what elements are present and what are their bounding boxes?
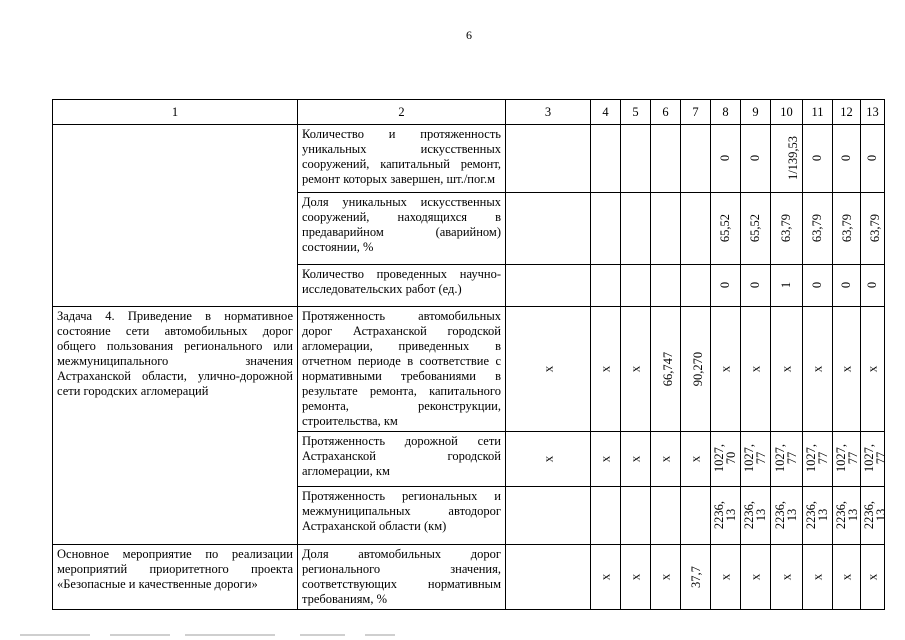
column-header: 12 <box>833 100 861 125</box>
value-cell <box>506 307 591 432</box>
value-cell <box>803 265 833 307</box>
value-text: x <box>838 365 854 372</box>
value-cell <box>741 487 771 545</box>
value-cell <box>803 125 833 193</box>
value-cell <box>621 545 651 610</box>
value-text: 1027, 77 <box>804 443 831 473</box>
value-text: x <box>838 573 854 580</box>
column-header: 10 <box>771 100 803 125</box>
value-cell <box>771 193 803 265</box>
value-cell <box>741 545 771 610</box>
value-text: x <box>747 573 763 580</box>
value-text: x <box>717 573 733 580</box>
value-text: x <box>747 365 763 372</box>
column-header: 11 <box>803 100 833 125</box>
value-cell <box>861 307 885 432</box>
scan-artifact-line <box>365 634 395 636</box>
value-text: x <box>717 365 733 372</box>
table-row <box>53 545 885 610</box>
value-text: 63,79 <box>779 213 794 243</box>
table-row <box>53 307 885 432</box>
value-text: 63,79 <box>840 213 855 243</box>
value-text: 1 <box>779 281 794 289</box>
value-text: x <box>597 365 613 372</box>
value-text: x <box>809 365 825 372</box>
value-text: 1027, 77 <box>742 443 769 473</box>
table-row <box>53 125 885 193</box>
value-text: 1027, 77 <box>862 443 889 473</box>
value-cell <box>621 125 651 193</box>
value-cell <box>591 545 621 610</box>
value-cell <box>681 545 711 610</box>
value-cell <box>711 432 741 487</box>
value-text: 1027, 77 <box>773 443 800 473</box>
indicator-cell: Доля уникальных искусственных сооружений, находящихся в предаварийном (аварийном) состоянии, % <box>298 193 506 265</box>
value-text: 2236, 13 <box>742 500 769 529</box>
value-text: x <box>778 365 794 372</box>
value-cell <box>861 125 885 193</box>
value-cell <box>861 545 885 610</box>
column-header: 1 <box>53 100 298 125</box>
value-cell <box>741 193 771 265</box>
value-cell <box>506 193 591 265</box>
column-header: 6 <box>651 100 681 125</box>
value-cell <box>861 487 889 545</box>
value-cell <box>591 193 621 265</box>
value-text: x <box>864 365 880 372</box>
column-header: 9 <box>741 100 771 125</box>
column-header: 5 <box>621 100 651 125</box>
value-text: x <box>687 455 703 462</box>
value-cell <box>591 265 621 307</box>
value-text: 2236, 13 <box>804 500 831 529</box>
value-cell <box>771 545 803 610</box>
value-cell <box>803 307 833 432</box>
scan-artifact-line <box>110 634 170 636</box>
value-text: x <box>864 573 880 580</box>
value-cell <box>506 487 591 545</box>
value-text: x <box>778 573 794 580</box>
value-cell <box>711 193 741 265</box>
value-cell <box>833 432 861 487</box>
column-header: 3 <box>506 100 591 125</box>
indicator-cell: Протяженность автомобильных дорог Астраханской городской агломерации, приведенных в отчетном периоде в соответствие с нормативными требованиями в результате ремонта, капитального ремонта, реконструкции, строительства, км <box>298 307 506 432</box>
value-cell <box>621 307 651 432</box>
value-text: 65,52 <box>718 213 733 243</box>
value-text: x <box>657 455 673 462</box>
value-text: x <box>597 455 613 462</box>
value-text: 0 <box>865 154 880 162</box>
indicator-cell: Протяженность дорожной сети Астраханской городской агломерации, км <box>298 432 506 487</box>
value-text: x <box>627 573 643 580</box>
value-cell <box>803 545 833 610</box>
value-text: 90,270 <box>691 351 706 386</box>
value-cell <box>591 125 621 193</box>
value-text: 0 <box>810 281 825 289</box>
value-text: 0 <box>748 281 763 289</box>
value-text: 2236, 13 <box>773 500 800 529</box>
indicator-cell: Количество и протяженность уникальных искусственных сооружений, капитальный ремонт, ремонт которых завершен, шт./пог.м <box>298 125 506 193</box>
value-cell <box>803 193 833 265</box>
value-cell <box>741 432 771 487</box>
value-cell <box>506 545 591 610</box>
scan-artifact-line <box>185 634 275 636</box>
column-header: 8 <box>711 100 741 125</box>
value-cell <box>621 265 651 307</box>
column-header: 2 <box>298 100 506 125</box>
value-cell <box>591 487 621 545</box>
value-cell <box>741 265 771 307</box>
value-cell <box>651 545 681 610</box>
value-cell <box>506 265 591 307</box>
value-cell <box>771 307 803 432</box>
value-cell <box>651 432 681 487</box>
value-cell <box>651 307 681 432</box>
header-row <box>53 100 885 125</box>
value-text: 2236, 13 <box>712 500 739 529</box>
indicator-cell: Доля автомобильных дорог регионального значения, соответствующих нормативным требованиям, % <box>298 545 506 610</box>
value-text: 63,79 <box>810 213 825 243</box>
value-cell <box>621 487 651 545</box>
value-text: 0 <box>865 281 880 289</box>
column-header: 13 <box>861 100 885 125</box>
value-text: 1/139,53 <box>786 135 801 181</box>
value-cell <box>861 193 885 265</box>
value-text: x <box>597 573 613 580</box>
indicator-table <box>52 99 889 610</box>
value-text: 66,747 <box>661 351 676 386</box>
value-cell <box>771 125 803 193</box>
value-cell <box>621 193 651 265</box>
value-text: x <box>540 365 555 372</box>
value-text: 2236, 13 <box>862 500 889 529</box>
indicator-cell: Протяженность региональных и межмуниципальных автодорог Астраханской области (км) <box>298 487 506 545</box>
value-cell <box>711 125 741 193</box>
value-text: 2236, 13 <box>834 500 861 529</box>
value-text: x <box>627 455 643 462</box>
value-cell <box>771 487 803 545</box>
value-cell <box>506 125 591 193</box>
value-cell <box>681 307 711 432</box>
value-cell <box>833 265 861 307</box>
value-cell <box>803 432 833 487</box>
value-cell <box>711 307 741 432</box>
page-number: 6 <box>466 28 472 42</box>
value-text: x <box>540 455 555 462</box>
value-cell <box>833 487 861 545</box>
value-cell <box>711 265 741 307</box>
value-text: x <box>627 365 643 372</box>
value-cell <box>651 487 681 545</box>
value-cell <box>621 432 651 487</box>
value-text: 0 <box>810 154 825 162</box>
value-cell <box>681 487 711 545</box>
value-cell <box>771 432 803 487</box>
value-cell <box>833 125 861 193</box>
value-text: x <box>809 573 825 580</box>
value-cell <box>651 125 681 193</box>
value-text: 0 <box>839 154 854 162</box>
column-header: 4 <box>591 100 621 125</box>
value-cell <box>803 487 833 545</box>
value-cell <box>681 432 711 487</box>
value-cell <box>506 432 591 487</box>
value-cell <box>861 265 885 307</box>
value-text: 1027, 70 <box>712 443 739 473</box>
value-cell <box>591 307 621 432</box>
column-header: 7 <box>681 100 711 125</box>
task-cell <box>53 125 298 307</box>
value-cell <box>651 193 681 265</box>
value-cell <box>651 265 681 307</box>
value-cell <box>833 307 861 432</box>
task-cell: Основное мероприятие по реализации мероприятий приоритетного проекта «Безопасные и качественные дороги» <box>53 545 298 610</box>
value-text: 1027, 77 <box>834 443 861 473</box>
value-cell <box>771 265 803 307</box>
value-text: 0 <box>718 154 733 162</box>
value-text: 0 <box>718 281 733 289</box>
value-cell <box>681 265 711 307</box>
value-text: 63,79 <box>868 213 883 243</box>
value-cell <box>861 432 889 487</box>
scan-artifact-line <box>20 634 90 636</box>
scan-artifact-line <box>300 634 345 636</box>
value-cell <box>591 432 621 487</box>
value-cell <box>741 125 771 193</box>
value-text: 65,52 <box>748 213 763 243</box>
value-cell <box>681 193 711 265</box>
value-cell <box>833 193 861 265</box>
value-text: 0 <box>839 281 854 289</box>
value-text: x <box>657 573 673 580</box>
value-cell <box>681 125 711 193</box>
task-cell: Задача 4. Приведение в нормативное состояние сети автомобильных дорог общего пользования регионального или межмуниципального значения Астраханской области, улично-дорожной сети городских агломераций <box>53 307 298 545</box>
value-cell <box>711 487 741 545</box>
value-cell <box>833 545 861 610</box>
value-cell <box>711 545 741 610</box>
value-text: 37,7 <box>688 565 703 588</box>
indicator-cell: Количество проведенных научно-исследовательских работ (ед.) <box>298 265 506 307</box>
value-cell <box>741 307 771 432</box>
value-text: 0 <box>748 154 763 162</box>
